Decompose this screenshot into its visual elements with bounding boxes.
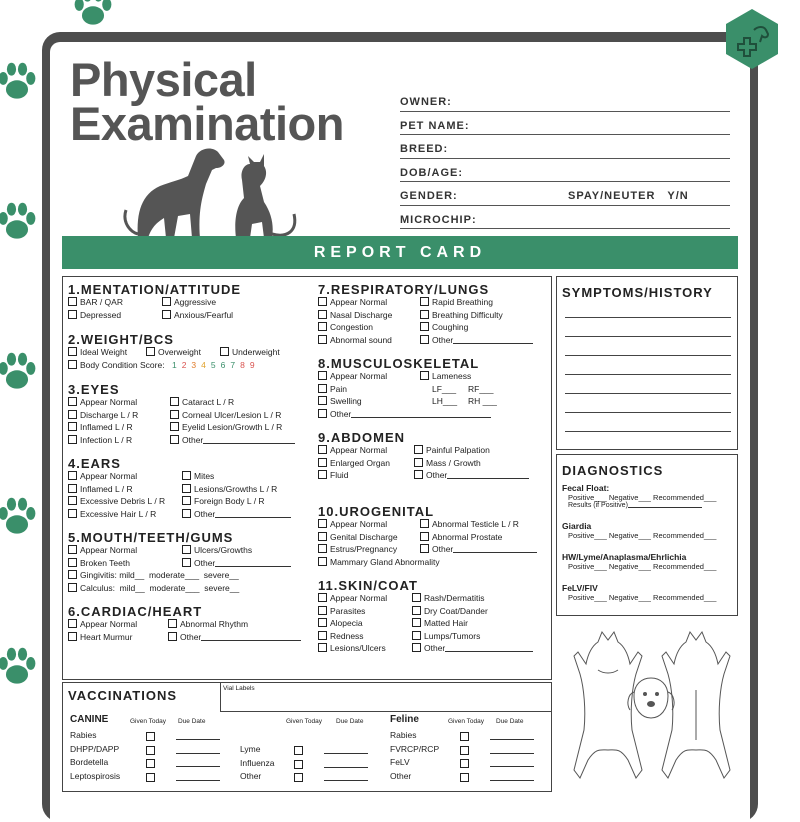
bcs-score-5[interactable]: 5 (210, 359, 216, 370)
checkbox-icon[interactable] (412, 631, 421, 640)
checkbox-icon[interactable] (420, 519, 429, 528)
section-title: 2.WEIGHT/BCS (68, 332, 174, 347)
checkbox-icon[interactable] (220, 347, 229, 356)
checkbox-icon[interactable] (318, 371, 327, 380)
checkbox-item[interactable]: Underweight (220, 347, 280, 357)
gender-field[interactable] (400, 182, 730, 206)
checkbox-icon[interactable] (68, 435, 77, 444)
lh-field[interactable]: LH___ (432, 396, 458, 406)
page-title (70, 53, 344, 150)
feline-heading: Feline (390, 714, 419, 725)
checkbox-icon[interactable] (318, 618, 327, 627)
checkbox-icon[interactable] (168, 619, 177, 628)
checkbox-icon[interactable] (146, 732, 155, 741)
feline-vaccine-list (390, 730, 540, 785)
checkbox-item[interactable]: Appear Normal (318, 593, 387, 603)
vaccine-row[interactable]: Influenza (240, 758, 390, 772)
test-name: FeLV/FIV (562, 583, 598, 593)
checkbox-item[interactable]: Breathing Difficulty (420, 310, 503, 320)
checkbox-item[interactable]: Lesions/Ulcers (318, 643, 386, 653)
checkbox-item[interactable]: Other (318, 409, 491, 419)
due-date-header: Due Date (178, 718, 206, 725)
vaccination-grid (70, 712, 540, 792)
checkbox-icon[interactable] (68, 619, 77, 628)
checkbox-item[interactable]: Infection L / R (68, 435, 132, 445)
paw-print-icon (0, 350, 40, 396)
bcs-score-3[interactable]: 3 (191, 359, 197, 370)
section-title: 1.MENTATION/ATTITUDE (68, 282, 242, 297)
vaccine-row[interactable]: Rabies (70, 730, 230, 744)
checkbox-item[interactable]: Other (182, 558, 291, 568)
vaccine-row[interactable]: DHPP/DAPP (70, 744, 230, 758)
checkbox-item[interactable]: Abnormal Rhythm (168, 619, 248, 629)
canine-heading: CANINE (70, 714, 109, 725)
checkbox-icon[interactable] (182, 471, 191, 480)
checkbox-icon[interactable] (318, 544, 327, 553)
lf-field[interactable]: LF___ (432, 383, 457, 394)
dog-and-cat-illustration (108, 142, 308, 240)
checkbox-item[interactable]: Appear Normal (318, 519, 387, 529)
checkbox-item[interactable]: Other (182, 509, 291, 519)
section-title: 9.ABDOMEN (318, 430, 406, 445)
pet-name-label: PET NAME: (400, 119, 470, 132)
section-title: 7.RESPIRATORY/LUNGS (318, 282, 490, 297)
title-line-2: Examination (70, 97, 344, 150)
checkbox-icon[interactable] (170, 435, 179, 444)
checkbox-icon[interactable] (318, 557, 327, 566)
bcs-score-9[interactable]: 9 (249, 359, 255, 370)
section-weight (68, 332, 308, 372)
diagnostics-tests (562, 483, 734, 602)
checkbox-icon[interactable] (68, 570, 77, 579)
checkbox-icon[interactable] (420, 532, 429, 541)
checkbox-item[interactable]: Other (412, 643, 533, 653)
checkbox-item[interactable]: Parasites (318, 606, 365, 616)
checkbox-item[interactable]: Dry Coat/Dander (412, 606, 488, 616)
body-map-diagram[interactable] (558, 630, 744, 790)
checkbox-item[interactable]: Alopecia (318, 618, 363, 628)
checkbox-item[interactable]: Appear Normal (318, 445, 387, 455)
vaccine-row[interactable]: Bordetella (70, 757, 230, 771)
checkbox-icon[interactable] (414, 445, 423, 454)
checkbox-icon[interactable] (68, 471, 77, 480)
bcs-scale (167, 360, 255, 370)
section-skin-coat (318, 578, 548, 656)
checkbox-icon[interactable] (294, 773, 303, 782)
checkbox-icon[interactable] (318, 606, 327, 615)
checkbox-item[interactable]: Excessive Hair L / R (68, 509, 156, 519)
checkbox-icon[interactable] (318, 445, 327, 454)
checkbox-icon[interactable] (68, 509, 77, 518)
checkbox-item[interactable]: Ideal Weight (68, 347, 127, 357)
test-result-line[interactable]: Positive___ Negative___ Recommended___ (568, 531, 717, 540)
checkbox-item[interactable]: Coughing (420, 322, 468, 332)
pet-name-field[interactable] (400, 112, 730, 136)
bcs-score-8[interactable]: 8 (240, 359, 245, 370)
test-result-line[interactable]: Positive___ Negative___ Recommended___ (568, 593, 717, 602)
checkbox-item[interactable]: Overweight (146, 347, 201, 357)
checkbox-icon[interactable] (412, 593, 421, 602)
checkbox-item[interactable]: Other (420, 544, 537, 554)
checkbox-icon[interactable] (162, 297, 171, 306)
owner-field[interactable] (400, 88, 730, 112)
report-card-banner: REPORT CARD (62, 236, 738, 269)
checkbox-item[interactable]: Mass / Growth (414, 458, 481, 468)
vet-logo-icon (724, 8, 780, 70)
section-title: 10.UROGENITAL (318, 504, 435, 519)
checkbox-icon[interactable] (68, 360, 77, 369)
paw-print-icon (0, 495, 40, 541)
checkbox-item[interactable]: Depressed (68, 310, 121, 320)
given-today-header: Given Today (130, 718, 167, 725)
checkbox-icon[interactable] (460, 732, 469, 741)
checkbox-icon[interactable] (318, 593, 327, 602)
checkbox-item[interactable]: Swelling (318, 396, 362, 406)
checkbox-icon[interactable] (420, 310, 429, 319)
vaccine-row[interactable]: FeLV (390, 757, 540, 771)
section-title: 6.CARDIAC/HEART (68, 604, 203, 619)
breed-field[interactable] (400, 135, 730, 159)
dob-age-label: DOB/AGE: (400, 166, 463, 179)
rh-field[interactable]: RH ___ (468, 396, 497, 406)
diagnostics-box (556, 454, 738, 616)
checkbox-icon[interactable] (146, 773, 155, 782)
canine-vaccine-list-2 (240, 744, 390, 785)
checkbox-icon[interactable] (182, 558, 191, 567)
owner-label: OWNER: (400, 96, 452, 108)
checkbox-icon[interactable] (318, 458, 327, 467)
section-respiratory (318, 282, 548, 347)
checkbox-icon[interactable] (318, 532, 327, 541)
vaccine-row[interactable]: Other (390, 771, 540, 785)
checkbox-icon[interactable] (318, 310, 327, 319)
section-mouth (68, 530, 313, 595)
checkbox-item[interactable]: Appear Normal (68, 619, 137, 629)
checkbox-icon[interactable] (146, 746, 155, 755)
checkbox-item[interactable]: Fluid (318, 470, 348, 480)
checkbox-item[interactable]: Inflamed L / R (68, 422, 133, 432)
checkbox-item[interactable]: Mites (182, 471, 214, 481)
section-abdomen (318, 430, 548, 483)
section-title: 3.EYES (68, 382, 120, 397)
checkbox-icon[interactable] (68, 632, 77, 641)
checkbox-icon[interactable] (412, 643, 421, 652)
checkbox-icon[interactable] (170, 422, 179, 431)
vaccine-row[interactable]: Lyme (240, 744, 390, 758)
test-name: Fecal Float: (562, 483, 610, 493)
spay-neuter-label: SPAY/NEUTER Y/N (568, 190, 689, 202)
checkbox-item[interactable]: Congestion (318, 322, 373, 332)
checkbox-icon[interactable] (68, 583, 77, 592)
bcs-row[interactable]: Body Condition Score: 1 2 3 4 5 6 7 8 9 (68, 360, 255, 370)
checkbox-item[interactable]: Pain (318, 384, 347, 394)
checkbox-item[interactable]: Abnormal sound (318, 335, 392, 345)
checkbox-icon[interactable] (318, 297, 327, 306)
checkbox-icon[interactable] (68, 545, 77, 554)
checkbox-item[interactable]: Lameness (420, 371, 471, 381)
checkbox-item[interactable]: Broken Teeth (68, 558, 130, 568)
symptoms-history-box (556, 276, 738, 450)
checkbox-item[interactable]: Appear Normal (68, 471, 137, 481)
section-title: 5.MOUTH/TEETH/GUMS (68, 530, 234, 545)
checkbox-item[interactable]: Mammary Gland Abnormality (318, 557, 440, 567)
canine-vaccine-list (70, 730, 230, 785)
checkbox-item[interactable]: Cataract L / R (170, 397, 234, 407)
checkbox-item[interactable]: Lesions/Growths L / R (182, 484, 277, 494)
checkbox-icon[interactable] (420, 544, 429, 553)
bcs-score-1[interactable]: 1 (171, 359, 177, 370)
checkbox-icon[interactable] (68, 496, 77, 505)
due-date-header: Due Date (496, 718, 524, 725)
checkbox-icon[interactable] (182, 484, 191, 493)
checkbox-icon[interactable] (412, 606, 421, 615)
paw-print-icon (0, 645, 40, 691)
checkbox-icon[interactable] (460, 746, 469, 755)
vial-labels-box[interactable] (220, 682, 552, 712)
checkbox-item[interactable]: Abnormal Prostate (420, 532, 502, 542)
checkbox-icon[interactable] (170, 397, 179, 406)
checkbox-icon[interactable] (182, 545, 191, 554)
checkbox-icon[interactable] (68, 422, 77, 431)
checkbox-icon[interactable] (412, 618, 421, 627)
vaccine-row[interactable]: Rabies (390, 730, 540, 744)
bcs-score-4[interactable]: 4 (201, 359, 206, 370)
checkbox-item[interactable]: Redness (318, 631, 364, 641)
vaccine-row[interactable]: Leptospirosis (70, 771, 230, 785)
test-result-line[interactable]: Positive___ Negative___ Recommended___ (568, 493, 717, 502)
checkbox-item[interactable]: Abnormal Testicle L / R (420, 519, 519, 529)
checkbox-icon[interactable] (182, 496, 191, 505)
checkbox-item[interactable]: Other (420, 335, 533, 345)
checkbox-icon[interactable] (420, 335, 429, 344)
checkbox-item[interactable]: Rapid Breathing (420, 297, 493, 307)
checkbox-icon[interactable] (414, 458, 423, 467)
section-title: 11.SKIN/COAT (318, 578, 418, 593)
checkbox-item[interactable]: Lumps/Tumors (412, 631, 480, 641)
given-today-header: Given Today (286, 718, 323, 725)
checkbox-item[interactable]: Heart Murmur (68, 632, 132, 642)
checkbox-icon[interactable] (68, 297, 77, 306)
checkbox-icon[interactable] (318, 631, 327, 640)
checkbox-item[interactable]: Corneal Ulcer/Lesion L / R (170, 410, 281, 420)
vaccine-row[interactable]: FVRCP/RCP (390, 744, 540, 758)
checkbox-icon[interactable] (294, 760, 303, 769)
checkbox-item[interactable]: Excessive Debris L / R (68, 496, 165, 506)
exam-sheet (50, 42, 750, 822)
checkbox-item[interactable]: Estrus/Pregnancy (318, 544, 397, 554)
section-title: DIAGNOSTICS (562, 463, 664, 478)
owner-info-fields (400, 88, 730, 229)
checkbox-icon[interactable] (460, 773, 469, 782)
checkbox-icon[interactable] (68, 558, 77, 567)
checkbox-icon[interactable] (146, 347, 155, 356)
checkbox-item[interactable]: Enlarged Organ (318, 458, 390, 468)
checkbox-item[interactable]: Ulcers/Growths (182, 545, 252, 555)
test-result-line[interactable]: Positive___ Negative___ Recommended___ (568, 562, 717, 571)
breed-label: BREED: (400, 143, 449, 155)
checkbox-icon[interactable] (460, 759, 469, 768)
checkbox-item[interactable]: Nasal Discharge (318, 310, 392, 320)
checkbox-item[interactable]: BAR / QAR (68, 297, 123, 307)
checkbox-icon[interactable] (68, 484, 77, 493)
checkbox-item[interactable]: Matted Hair (412, 618, 468, 628)
microchip-label: MICROCHIP: (400, 213, 477, 226)
checkbox-item[interactable]: Painful Palpation (414, 445, 490, 455)
section-mentation (68, 282, 308, 322)
checkbox-item[interactable]: Foreign Body L / R (182, 496, 265, 506)
section-title: VACCINATIONS (68, 688, 178, 703)
paw-print-icon (0, 60, 40, 106)
gender-label: GENDER: (400, 190, 458, 202)
paw-print-icon (0, 200, 40, 246)
checkbox-icon[interactable] (168, 632, 177, 641)
vial-labels-label: Vial Labels (223, 685, 255, 692)
checkbox-item[interactable]: Appear Normal (68, 545, 137, 555)
checkbox-icon[interactable] (318, 643, 327, 652)
checkbox-icon[interactable] (170, 410, 179, 419)
section-eyes (68, 382, 313, 447)
checkbox-icon[interactable] (318, 409, 327, 418)
bcs-score-6[interactable]: 6 (220, 359, 226, 370)
microchip-field[interactable] (400, 206, 730, 230)
checkbox-item[interactable]: Other (414, 470, 529, 480)
checkbox-item[interactable]: Appear Normal (318, 371, 387, 381)
section-title: SYMPTOMS/HISTORY (562, 285, 713, 300)
checkbox-icon[interactable] (318, 335, 327, 344)
test-name: Giardia (562, 521, 592, 531)
checkbox-icon[interactable] (68, 397, 77, 406)
rf-field[interactable]: RF___ (468, 383, 494, 394)
section-title: 8.MUSCULOSKELETAL (318, 356, 480, 371)
bcs-score-2[interactable]: 2 (181, 359, 187, 370)
bcs-score-7[interactable]: 7 (230, 359, 236, 370)
results-if-positive[interactable]: Results (if Positive) (562, 502, 734, 509)
checkbox-icon[interactable] (294, 746, 303, 755)
checkbox-item[interactable]: Inflamed L / R (68, 484, 133, 494)
dob-age-field[interactable] (400, 159, 730, 183)
checkbox-icon[interactable] (162, 310, 171, 319)
checkbox-item[interactable]: Rash/Dermatitis (412, 593, 484, 603)
section-title: 4.EARS (68, 456, 121, 471)
checkbox-icon[interactable] (68, 410, 77, 419)
paw-print-icon (70, 0, 116, 32)
checkbox-icon[interactable] (414, 470, 423, 479)
given-today-header: Given Today (448, 718, 485, 725)
section-urogenital (318, 504, 548, 569)
checkbox-icon[interactable] (420, 297, 429, 306)
gingivitis-row[interactable]: Gingivitis: mild__ moderate___ severe__ (68, 570, 239, 580)
section-musculoskeletal (318, 356, 548, 421)
section-ears (68, 456, 313, 521)
checkbox-item[interactable]: Appear Normal (318, 297, 387, 307)
checkbox-icon[interactable] (68, 310, 77, 319)
section-cardiac (68, 604, 313, 644)
checkbox-item[interactable]: Other (170, 435, 295, 445)
title-line-1: Physical (70, 53, 257, 106)
checkbox-icon[interactable] (420, 322, 429, 331)
checkbox-icon[interactable] (318, 470, 327, 479)
checkbox-item[interactable]: Anxious/Fearful (162, 310, 233, 320)
checkbox-icon[interactable] (146, 759, 155, 768)
checkbox-icon[interactable] (420, 371, 429, 380)
checkbox-icon[interactable] (182, 509, 191, 518)
checkbox-icon[interactable] (318, 384, 327, 393)
checkbox-item[interactable]: Other (168, 632, 301, 642)
vaccine-row[interactable]: Other (240, 771, 390, 785)
symptoms-lines[interactable] (565, 317, 731, 450)
due-date-header: Due Date (336, 718, 364, 725)
exam-sheet-frame (42, 32, 758, 822)
checkbox-icon[interactable] (318, 396, 327, 405)
checkbox-icon[interactable] (318, 519, 327, 528)
checkbox-item[interactable]: Appear Normal (68, 397, 137, 407)
calculus-row[interactable]: Calculus: mild__ moderate___ severe__ (68, 583, 239, 593)
checkbox-icon[interactable] (68, 347, 77, 356)
checkbox-item[interactable]: Eyelid Lesion/Growth L / R (170, 422, 282, 432)
checkbox-item[interactable]: Aggressive (162, 297, 216, 307)
test-name: HW/Lyme/Anaplasma/Ehrlichia (562, 552, 687, 562)
checkbox-item[interactable]: Genital Discharge (318, 532, 398, 542)
checkbox-item[interactable]: Discharge L / R (68, 410, 138, 420)
checkbox-icon[interactable] (318, 322, 327, 331)
